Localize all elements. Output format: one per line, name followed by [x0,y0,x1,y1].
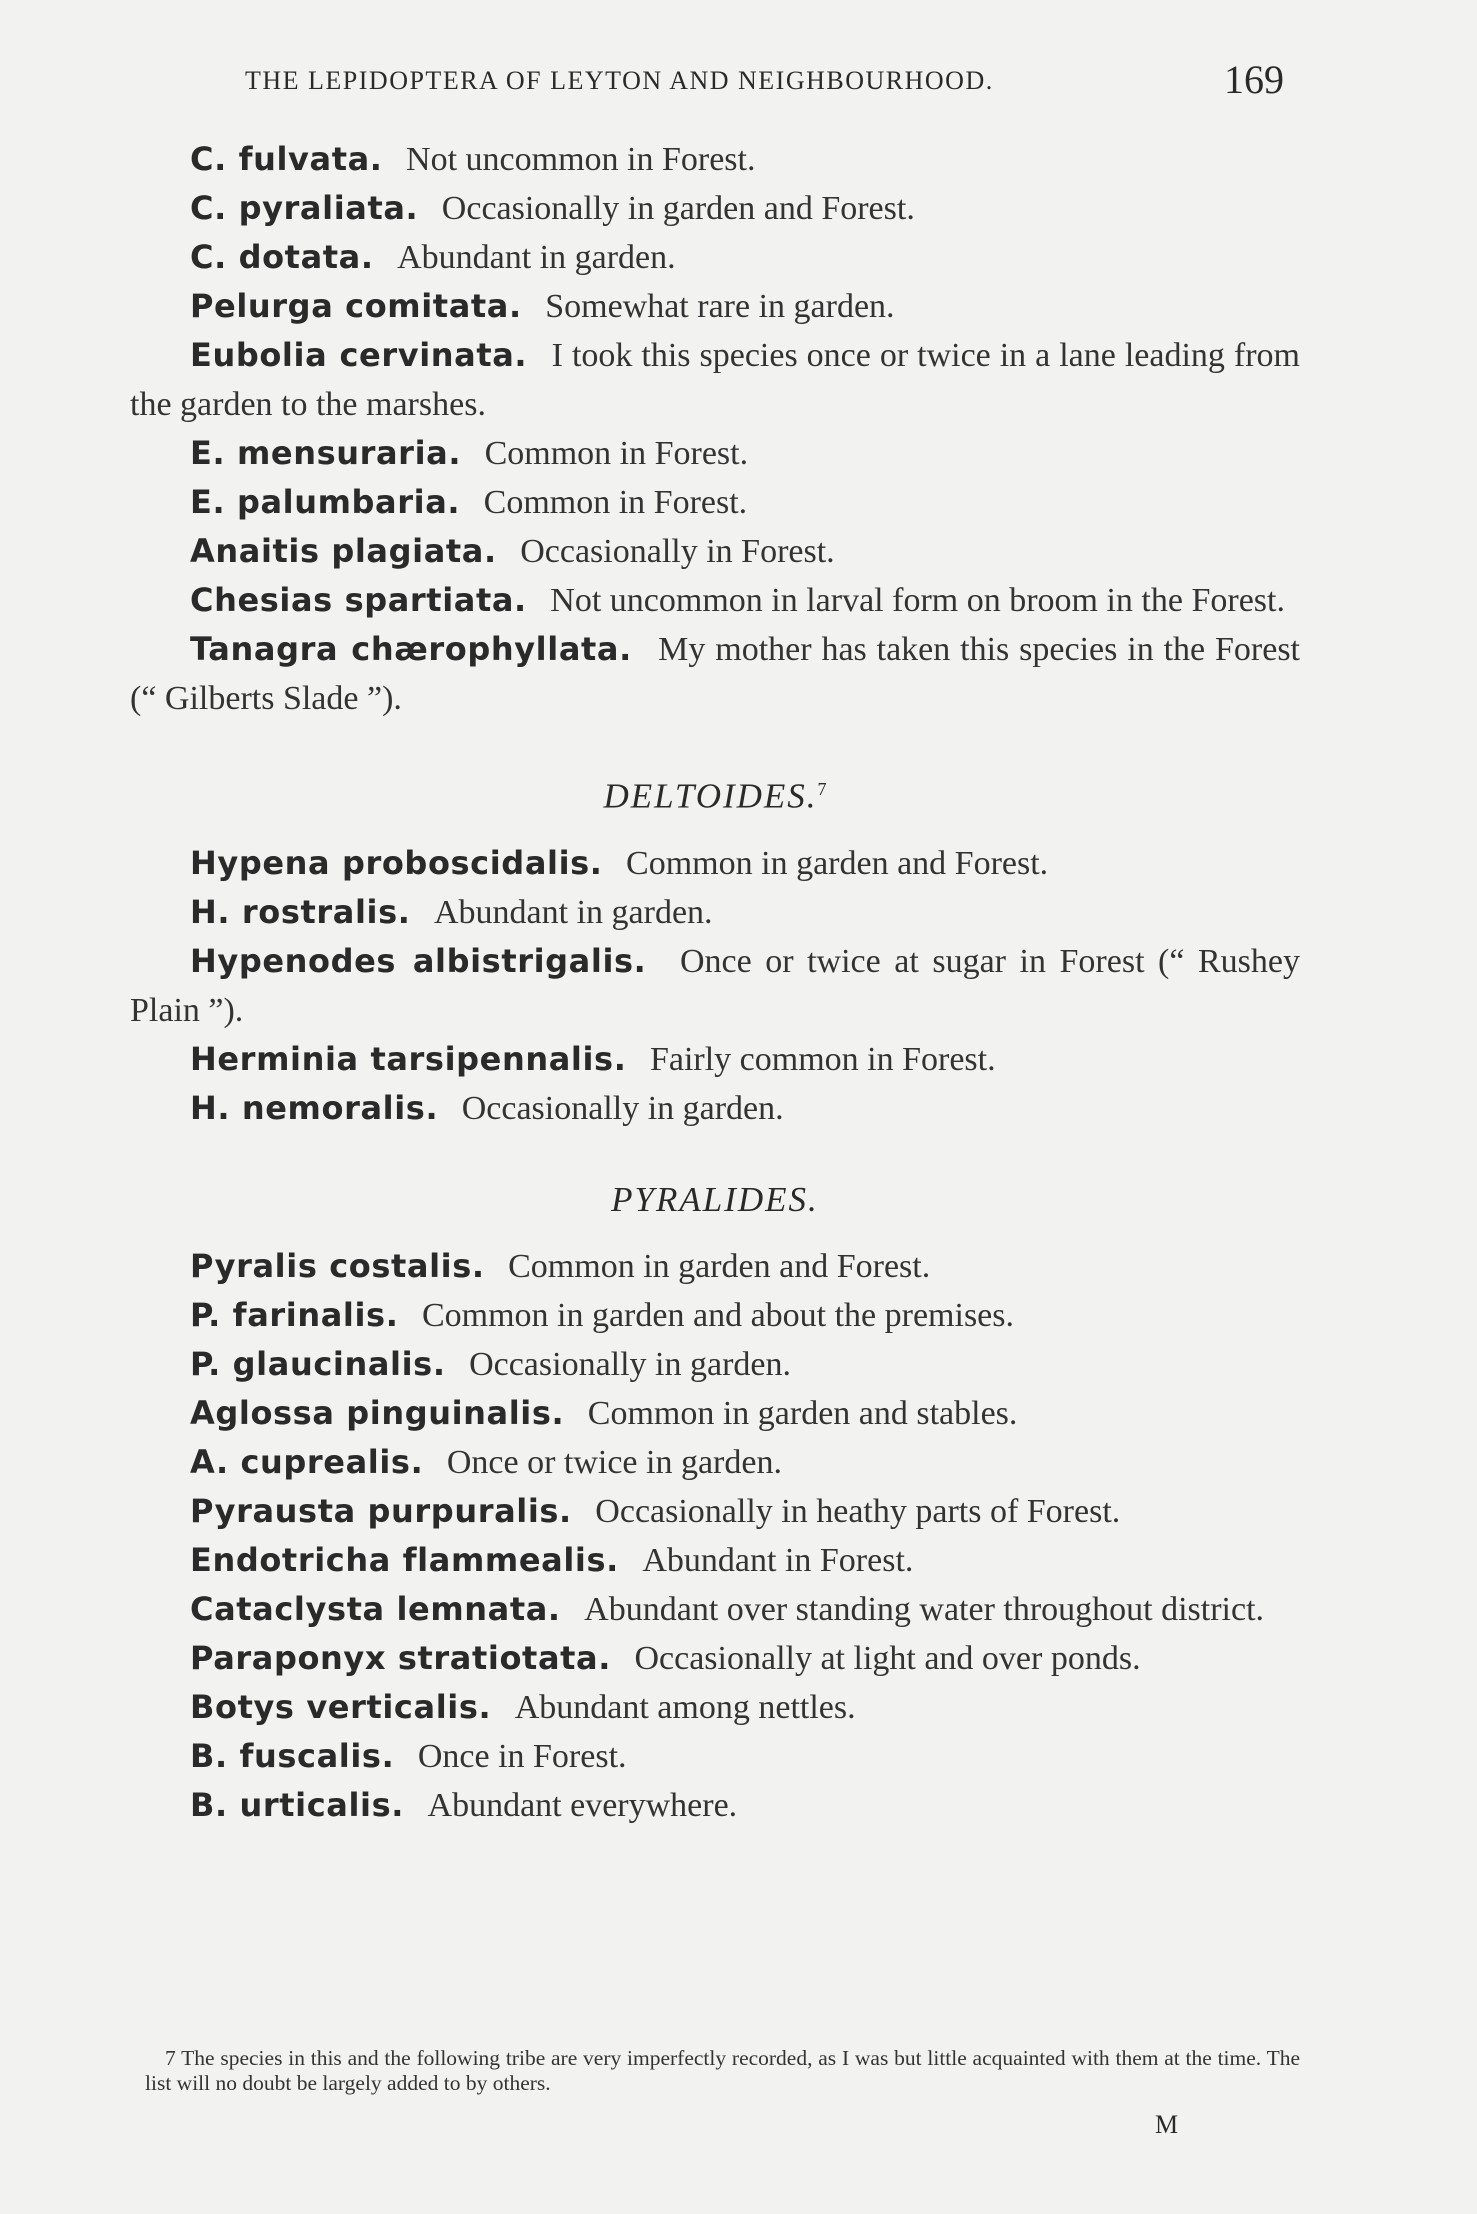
species-name: Herminia tarsipennalis. [190,1039,627,1078]
species-note: Not uncommon in larval form on broom in the Forest. [550,582,1285,619]
signature-mark: M [1155,2110,1179,2139]
species-note: Abundant among nettles. [514,1688,856,1726]
species-entry [130,1035,1300,1084]
species-name: Aglossa pinguinalis. [190,1393,565,1432]
section-heading-deltoides [130,765,1300,821]
section-heading-text: PYRALIDES. [611,1179,819,1219]
species-name: Tanagra chærophyllata. [190,630,632,668]
species-note: I took this species once or twice in a lane leading from the garden to the marshes. [130,337,1300,423]
species-name: B. fuscalis. [190,1736,395,1775]
species-note: Abundant everywhere. [427,1786,738,1824]
species-name: Endotricha flammealis. [190,1540,619,1579]
species-entry [130,1291,1300,1340]
species-note: Abundant in garden. [434,893,713,931]
species-entry [130,1389,1300,1438]
species-name: H. rostralis. [190,892,411,931]
species-entry [130,1683,1300,1732]
section-geometrae-continued [130,135,1300,723]
species-name: B. urticalis. [190,1785,405,1824]
species-name: Anaitis plagiata. [190,532,497,570]
species-note: Abundant over standing water throughout district. [584,1590,1265,1628]
species-note: Common in Forest. [484,435,749,472]
species-name: Chesias spartiata. [190,581,527,619]
species-entry [130,1634,1300,1683]
species-entry [130,1438,1300,1487]
species-note: Abundant in Forest. [642,1541,914,1579]
species-entry [130,888,1300,937]
species-name: Pyralis costalis. [190,1246,485,1285]
running-head: THE LEPIDOPTERA OF LEYTON AND NEIGHBOURHOOD. [245,66,994,95]
species-note: Occasionally at light and over ponds. [634,1639,1141,1677]
species-entry [130,625,1300,723]
species-note: Occasionally in Forest. [520,533,835,570]
species-name: Hypena proboscidalis. [190,843,603,882]
section-deltoides [130,839,1300,1133]
species-note: Common in Forest. [483,484,748,521]
species-name: Botys verticalis. [190,1687,492,1726]
section-pyralides [130,1242,1300,1830]
section-heading-text: DELTOIDES. [603,776,818,816]
species-name: C. pyraliata. [190,189,419,227]
species-note: Common in garden and about the premises. [421,1296,1014,1334]
species-entry [130,1585,1300,1634]
species-entry [130,331,1300,429]
species-name: P. glaucinalis. [190,1344,446,1383]
species-note: Once or twice in garden. [446,1443,782,1481]
species-entry [130,1536,1300,1585]
species-entry [130,1242,1300,1291]
species-name: Pelurga comitata. [190,287,522,325]
species-note: Not uncommon in Forest. [406,141,756,178]
species-name: Paraponyx stratiotata. [190,1638,611,1677]
page-number: 169 [1224,57,1284,102]
species-entry [130,135,1300,184]
species-name: E. mensuraria. [190,434,462,472]
footnote: 7 The species in this and the following tribe are very imperfectly recorded, as I was but little acquainted with them at the time. The list will no doubt be largely added to by others. [145,2046,1300,2095]
species-name: Eubolia cervinata. [190,336,528,374]
species-note: Occasionally in heathy parts of Forest. [595,1492,1121,1530]
species-entry [130,1340,1300,1389]
species-name: E. palumbaria. [190,483,461,521]
species-name: Pyrausta purpuralis. [190,1491,572,1530]
species-note: Fairly common in Forest. [649,1040,996,1078]
species-note: Common in garden and Forest. [508,1247,931,1285]
species-note: Occasionally in garden and Forest. [441,190,915,227]
species-name: C. dotata. [190,238,374,276]
species-note: Occasionally in garden. [461,1089,784,1127]
species-name: A. cuprealis. [190,1442,424,1481]
species-note: Once in Forest. [417,1737,627,1775]
species-note: Common in garden and stables. [587,1394,1018,1432]
footnote-marker: 7 [817,779,827,799]
species-entry [130,1487,1300,1536]
species-entry [130,937,1300,1035]
species-entry [130,429,1300,478]
species-name: P. farinalis. [190,1295,399,1334]
species-note: Once or twice at sugar in Forest (“ Rushey Plain ”). [130,942,1300,1029]
species-entry [130,1781,1300,1830]
page-body [130,135,1300,1830]
section-heading-pyralides [130,1175,1300,1224]
species-entry [130,1084,1300,1133]
species-entry [130,1732,1300,1781]
species-entry [130,282,1300,331]
species-note: My mother has taken this species in the Forest (“ Gilberts Slade ”). [130,631,1301,717]
species-note: Abundant in garden. [397,239,676,276]
species-entry [130,478,1300,527]
species-name: Hypenodes albistrigalis. [190,941,647,980]
species-entry [130,233,1300,282]
species-name: Cataclysta lemnata. [190,1589,561,1628]
species-entry [130,184,1300,233]
species-name: H. nemoralis. [190,1088,439,1127]
species-name: C. fulvata. [190,140,383,178]
species-entry [130,839,1300,888]
species-note: Somewhat rare in garden. [545,288,895,325]
species-note: Occasionally in garden. [469,1345,791,1383]
species-entry [130,576,1300,625]
species-note: Common in garden and Forest. [626,844,1049,882]
species-entry [130,527,1300,576]
